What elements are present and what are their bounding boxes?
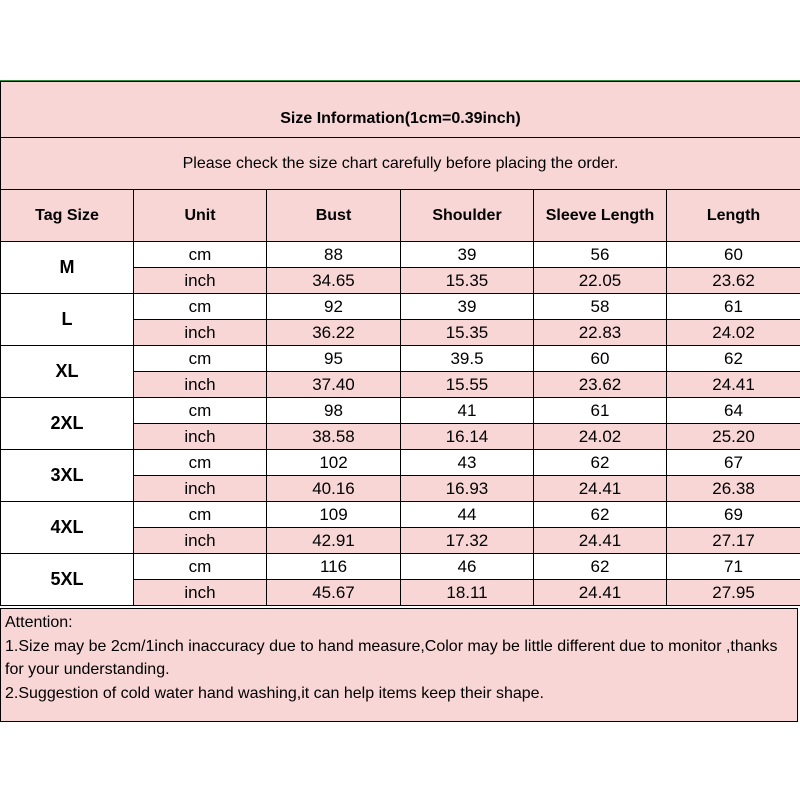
measurement-cell: 46 bbox=[401, 554, 534, 580]
tag-size-cell: 3XL bbox=[1, 450, 134, 502]
measurement-cell: 109 bbox=[267, 502, 401, 528]
measurement-cell: 27.95 bbox=[667, 580, 800, 606]
unit-cell: cm bbox=[134, 294, 267, 320]
measurement-cell: 44 bbox=[401, 502, 534, 528]
tag-size-cell: 2XL bbox=[1, 398, 134, 450]
unit-cell: cm bbox=[134, 502, 267, 528]
measurement-cell: 92 bbox=[267, 294, 401, 320]
unit-cell: cm bbox=[134, 450, 267, 476]
table-row bbox=[1, 346, 800, 372]
measurement-cell: 41 bbox=[401, 398, 534, 424]
unit-cell: inch bbox=[134, 476, 267, 502]
measurement-cell: 17.32 bbox=[401, 528, 534, 554]
measurement-cell: 62 bbox=[667, 346, 800, 372]
measurement-cell: 25.20 bbox=[667, 424, 800, 450]
unit-cell: cm bbox=[134, 554, 267, 580]
header-tag-size: Tag Size bbox=[1, 190, 134, 242]
tag-size-cell: L bbox=[1, 294, 134, 346]
unit-cell: cm bbox=[134, 242, 267, 268]
measurement-cell: 39 bbox=[401, 242, 534, 268]
measurement-cell: 24.41 bbox=[534, 528, 667, 554]
header-length: Length bbox=[667, 190, 800, 242]
measurement-cell: 102 bbox=[267, 450, 401, 476]
attention-notes bbox=[0, 608, 798, 722]
measurement-cell: 64 bbox=[667, 398, 800, 424]
attention-note-2: 2.Suggestion of cold water hand washing,it can help items keep their shape. bbox=[5, 684, 544, 702]
measurement-cell: 43 bbox=[401, 450, 534, 476]
measurement-cell: 95 bbox=[267, 346, 401, 372]
header-row bbox=[1, 190, 800, 242]
unit-cell: cm bbox=[134, 398, 267, 424]
measurement-cell: 26.38 bbox=[667, 476, 800, 502]
unit-cell: inch bbox=[134, 320, 267, 346]
measurement-cell: 58 bbox=[534, 294, 667, 320]
header-shoulder: Shoulder bbox=[401, 190, 534, 242]
tag-size-cell: 4XL bbox=[1, 502, 134, 554]
measurement-cell: 71 bbox=[667, 554, 800, 580]
measurement-cell: 24.41 bbox=[534, 476, 667, 502]
header-unit: Unit bbox=[134, 190, 267, 242]
measurement-cell: 62 bbox=[534, 554, 667, 580]
measurement-cell: 39 bbox=[401, 294, 534, 320]
order-notice: Please check the size chart carefully before placing the order. bbox=[1, 138, 800, 190]
measurement-cell: 34.65 bbox=[267, 268, 401, 294]
size-chart bbox=[0, 80, 800, 722]
measurement-cell: 37.40 bbox=[267, 372, 401, 398]
measurement-cell: 15.55 bbox=[401, 372, 534, 398]
attention-heading: Attention: bbox=[5, 614, 73, 631]
measurement-cell: 24.02 bbox=[534, 424, 667, 450]
measurement-cell: 23.62 bbox=[667, 268, 800, 294]
table-title: Size Information(1cm=0.39inch) bbox=[1, 82, 800, 138]
table-row bbox=[1, 398, 800, 424]
table-row bbox=[1, 554, 800, 580]
measurement-cell: 18.11 bbox=[401, 580, 534, 606]
unit-cell: inch bbox=[134, 424, 267, 450]
measurement-cell: 40.16 bbox=[267, 476, 401, 502]
header-bust: Bust bbox=[267, 190, 401, 242]
measurement-cell: 16.14 bbox=[401, 424, 534, 450]
measurement-cell: 22.83 bbox=[534, 320, 667, 346]
measurement-cell: 27.17 bbox=[667, 528, 800, 554]
measurement-cell: 60 bbox=[667, 242, 800, 268]
unit-cell: inch bbox=[134, 268, 267, 294]
measurement-cell: 67 bbox=[667, 450, 800, 476]
measurement-cell: 36.22 bbox=[267, 320, 401, 346]
measurement-cell: 98 bbox=[267, 398, 401, 424]
size-table bbox=[0, 81, 800, 606]
measurement-cell: 24.41 bbox=[534, 580, 667, 606]
header-sleeve-length: Sleeve Length bbox=[534, 190, 667, 242]
tag-size-cell: XL bbox=[1, 346, 134, 398]
measurement-cell: 69 bbox=[667, 502, 800, 528]
tag-size-cell: M bbox=[1, 242, 134, 294]
measurement-cell: 24.41 bbox=[667, 372, 800, 398]
measurement-cell: 62 bbox=[534, 450, 667, 476]
measurement-cell: 61 bbox=[534, 398, 667, 424]
measurement-cell: 60 bbox=[534, 346, 667, 372]
measurement-cell: 22.05 bbox=[534, 268, 667, 294]
measurement-cell: 39.5 bbox=[401, 346, 534, 372]
measurement-cell: 24.02 bbox=[667, 320, 800, 346]
attention-note-1: 1.Size may be 2cm/1inch inaccuracy due to hand measure,Color may be little different due to monitor ,thanks for your understanding. bbox=[5, 637, 778, 678]
unit-cell: inch bbox=[134, 580, 267, 606]
table-row bbox=[1, 502, 800, 528]
measurement-cell: 15.35 bbox=[401, 268, 534, 294]
unit-cell: inch bbox=[134, 372, 267, 398]
unit-cell: inch bbox=[134, 528, 267, 554]
measurement-cell: 15.35 bbox=[401, 320, 534, 346]
measurement-cell: 16.93 bbox=[401, 476, 534, 502]
measurement-cell: 56 bbox=[534, 242, 667, 268]
measurement-cell: 38.58 bbox=[267, 424, 401, 450]
measurement-cell: 88 bbox=[267, 242, 401, 268]
measurement-cell: 61 bbox=[667, 294, 800, 320]
unit-cell: cm bbox=[134, 346, 267, 372]
table-row bbox=[1, 294, 800, 320]
measurement-cell: 23.62 bbox=[534, 372, 667, 398]
tag-size-cell: 5XL bbox=[1, 554, 134, 606]
measurement-cell: 62 bbox=[534, 502, 667, 528]
measurement-cell: 42.91 bbox=[267, 528, 401, 554]
measurement-cell: 116 bbox=[267, 554, 401, 580]
table-row bbox=[1, 450, 800, 476]
table-row bbox=[1, 242, 800, 268]
measurement-cell: 45.67 bbox=[267, 580, 401, 606]
